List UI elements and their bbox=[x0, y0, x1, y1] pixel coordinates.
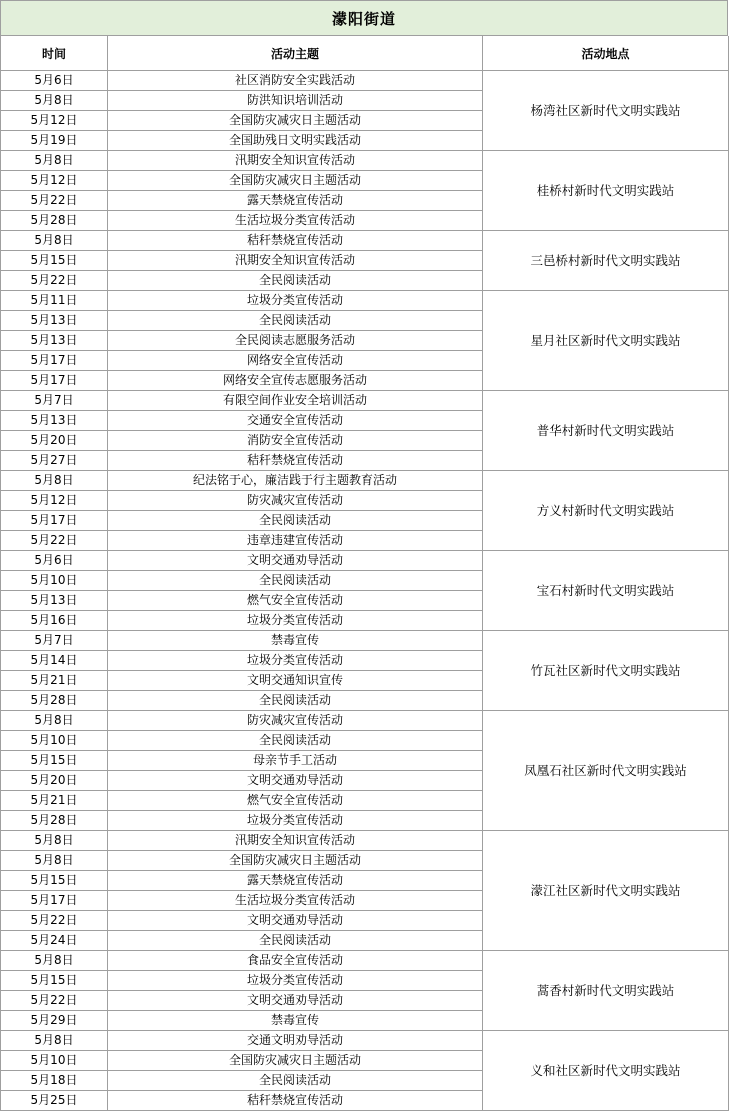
date-cell: 5月10日 bbox=[1, 1051, 108, 1071]
date-cell: 5月8日 bbox=[1, 151, 108, 171]
header-topic: 活动主题 bbox=[108, 36, 483, 71]
table-row bbox=[1, 151, 729, 171]
table-row bbox=[1, 391, 729, 411]
topic-cell: 文明交通劝导活动 bbox=[108, 771, 483, 791]
topic-cell: 露天禁烧宣传活动 bbox=[108, 871, 483, 891]
date-cell: 5月10日 bbox=[1, 571, 108, 591]
topic-cell: 全民阅读活动 bbox=[108, 571, 483, 591]
topic-cell: 防洪知识培训活动 bbox=[108, 91, 483, 111]
topic-cell: 文明交通知识宣传 bbox=[108, 671, 483, 691]
date-cell: 5月27日 bbox=[1, 451, 108, 471]
table-row bbox=[1, 951, 729, 971]
location-cell: 方义村新时代文明实践站 bbox=[483, 471, 729, 551]
topic-cell: 禁毒宣传 bbox=[108, 1011, 483, 1031]
topic-cell: 汛期安全知识宣传活动 bbox=[108, 151, 483, 171]
date-cell: 5月15日 bbox=[1, 251, 108, 271]
table-row bbox=[1, 71, 729, 91]
date-cell: 5月7日 bbox=[1, 631, 108, 651]
table-row bbox=[1, 831, 729, 851]
date-cell: 5月22日 bbox=[1, 911, 108, 931]
location-cell: 宝石村新时代文明实践站 bbox=[483, 551, 729, 631]
date-cell: 5月24日 bbox=[1, 931, 108, 951]
date-cell: 5月7日 bbox=[1, 391, 108, 411]
date-cell: 5月15日 bbox=[1, 751, 108, 771]
sheet-title: 濛阳街道 bbox=[0, 0, 728, 36]
topic-cell: 燃气安全宣传活动 bbox=[108, 791, 483, 811]
topic-cell: 全国助残日文明实践活动 bbox=[108, 131, 483, 151]
date-cell: 5月20日 bbox=[1, 771, 108, 791]
date-cell: 5月22日 bbox=[1, 271, 108, 291]
topic-cell: 防灾减灾宣传活动 bbox=[108, 491, 483, 511]
date-cell: 5月28日 bbox=[1, 691, 108, 711]
topic-cell: 社区消防安全实践活动 bbox=[108, 71, 483, 91]
location-cell: 濛江社区新时代文明实践站 bbox=[483, 831, 729, 951]
topic-cell: 汛期安全知识宣传活动 bbox=[108, 251, 483, 271]
date-cell: 5月20日 bbox=[1, 431, 108, 451]
topic-cell: 全民阅读志愿服务活动 bbox=[108, 331, 483, 351]
topic-cell: 文明交通劝导活动 bbox=[108, 991, 483, 1011]
date-cell: 5月13日 bbox=[1, 591, 108, 611]
topic-cell: 生活垃圾分类宣传活动 bbox=[108, 211, 483, 231]
date-cell: 5月29日 bbox=[1, 1011, 108, 1031]
table-row bbox=[1, 1031, 729, 1051]
topic-cell: 垃圾分类宣传活动 bbox=[108, 971, 483, 991]
date-cell: 5月8日 bbox=[1, 951, 108, 971]
header-row bbox=[1, 36, 729, 71]
topic-cell: 网络安全宣传志愿服务活动 bbox=[108, 371, 483, 391]
topic-cell: 网络安全宣传活动 bbox=[108, 351, 483, 371]
date-cell: 5月17日 bbox=[1, 511, 108, 531]
date-cell: 5月17日 bbox=[1, 351, 108, 371]
topic-cell: 汛期安全知识宣传活动 bbox=[108, 831, 483, 851]
date-cell: 5月13日 bbox=[1, 331, 108, 351]
location-cell: 义和社区新时代文明实践站 bbox=[483, 1031, 729, 1111]
location-cell: 星月社区新时代文明实践站 bbox=[483, 291, 729, 391]
date-cell: 5月12日 bbox=[1, 491, 108, 511]
table-body bbox=[1, 71, 729, 1111]
topic-cell: 全民阅读活动 bbox=[108, 731, 483, 751]
date-cell: 5月22日 bbox=[1, 531, 108, 551]
topic-cell: 全民阅读活动 bbox=[108, 1071, 483, 1091]
location-cell: 杨湾社区新时代文明实践站 bbox=[483, 71, 729, 151]
date-cell: 5月13日 bbox=[1, 311, 108, 331]
date-cell: 5月6日 bbox=[1, 551, 108, 571]
topic-cell: 生活垃圾分类宣传活动 bbox=[108, 891, 483, 911]
topic-cell: 秸秆禁烧宣传活动 bbox=[108, 451, 483, 471]
date-cell: 5月17日 bbox=[1, 891, 108, 911]
topic-cell: 防灾减灾宣传活动 bbox=[108, 711, 483, 731]
date-cell: 5月19日 bbox=[1, 131, 108, 151]
date-cell: 5月8日 bbox=[1, 831, 108, 851]
date-cell: 5月25日 bbox=[1, 1091, 108, 1111]
date-cell: 5月15日 bbox=[1, 871, 108, 891]
topic-cell: 文明交通劝导活动 bbox=[108, 551, 483, 571]
header-date: 时间 bbox=[1, 36, 108, 71]
date-cell: 5月22日 bbox=[1, 991, 108, 1011]
table-row bbox=[1, 471, 729, 491]
location-cell: 三邑桥村新时代文明实践站 bbox=[483, 231, 729, 291]
table-row bbox=[1, 551, 729, 571]
topic-cell: 纪法铭于心，廉洁践于行主题教育活动 bbox=[108, 471, 483, 491]
table-row bbox=[1, 631, 729, 651]
date-cell: 5月15日 bbox=[1, 971, 108, 991]
topic-cell: 全国防灾减灾日主题活动 bbox=[108, 111, 483, 131]
topic-cell: 全国防灾减灾日主题活动 bbox=[108, 171, 483, 191]
location-cell: 桂桥村新时代文明实践站 bbox=[483, 151, 729, 231]
topic-cell: 文明交通劝导活动 bbox=[108, 911, 483, 931]
table-row bbox=[1, 291, 729, 311]
date-cell: 5月8日 bbox=[1, 471, 108, 491]
topic-cell: 燃气安全宣传活动 bbox=[108, 591, 483, 611]
location-cell: 竹瓦社区新时代文明实践站 bbox=[483, 631, 729, 711]
topic-cell: 全国防灾减灾日主题活动 bbox=[108, 1051, 483, 1071]
date-cell: 5月28日 bbox=[1, 811, 108, 831]
topic-cell: 全民阅读活动 bbox=[108, 311, 483, 331]
date-cell: 5月8日 bbox=[1, 1031, 108, 1051]
topic-cell: 垃圾分类宣传活动 bbox=[108, 811, 483, 831]
topic-cell: 垃圾分类宣传活动 bbox=[108, 651, 483, 671]
date-cell: 5月8日 bbox=[1, 231, 108, 251]
header-location: 活动地点 bbox=[483, 36, 729, 71]
location-cell: 蒿香村新时代文明实践站 bbox=[483, 951, 729, 1031]
topic-cell: 秸秆禁烧宣传活动 bbox=[108, 1091, 483, 1111]
table-row bbox=[1, 711, 729, 731]
topic-cell: 露天禁烧宣传活动 bbox=[108, 191, 483, 211]
date-cell: 5月8日 bbox=[1, 851, 108, 871]
topic-cell: 禁毒宣传 bbox=[108, 631, 483, 651]
topic-cell: 消防安全宣传活动 bbox=[108, 431, 483, 451]
location-cell: 普华村新时代文明实践站 bbox=[483, 391, 729, 471]
date-cell: 5月18日 bbox=[1, 1071, 108, 1091]
topic-cell: 食品安全宣传活动 bbox=[108, 951, 483, 971]
topic-cell: 全民阅读活动 bbox=[108, 511, 483, 531]
table-row bbox=[1, 231, 729, 251]
date-cell: 5月8日 bbox=[1, 91, 108, 111]
date-cell: 5月14日 bbox=[1, 651, 108, 671]
activity-table bbox=[0, 36, 729, 1111]
topic-cell: 交通安全宣传活动 bbox=[108, 411, 483, 431]
topic-cell: 全民阅读活动 bbox=[108, 931, 483, 951]
date-cell: 5月10日 bbox=[1, 731, 108, 751]
topic-cell: 全民阅读活动 bbox=[108, 271, 483, 291]
date-cell: 5月6日 bbox=[1, 71, 108, 91]
date-cell: 5月8日 bbox=[1, 711, 108, 731]
topic-cell: 全国防灾减灾日主题活动 bbox=[108, 851, 483, 871]
date-cell: 5月12日 bbox=[1, 171, 108, 191]
topic-cell: 垃圾分类宣传活动 bbox=[108, 291, 483, 311]
topic-cell: 有限空间作业安全培训活动 bbox=[108, 391, 483, 411]
date-cell: 5月12日 bbox=[1, 111, 108, 131]
topic-cell: 垃圾分类宣传活动 bbox=[108, 611, 483, 631]
date-cell: 5月21日 bbox=[1, 791, 108, 811]
date-cell: 5月28日 bbox=[1, 211, 108, 231]
topic-cell: 全民阅读活动 bbox=[108, 691, 483, 711]
topic-cell: 交通文明劝导活动 bbox=[108, 1031, 483, 1051]
topic-cell: 违章违建宣传活动 bbox=[108, 531, 483, 551]
topic-cell: 母亲节手工活动 bbox=[108, 751, 483, 771]
topic-cell: 秸秆禁烧宣传活动 bbox=[108, 231, 483, 251]
date-cell: 5月11日 bbox=[1, 291, 108, 311]
date-cell: 5月16日 bbox=[1, 611, 108, 631]
location-cell: 凤凰石社区新时代文明实践站 bbox=[483, 711, 729, 831]
date-cell: 5月17日 bbox=[1, 371, 108, 391]
date-cell: 5月21日 bbox=[1, 671, 108, 691]
date-cell: 5月22日 bbox=[1, 191, 108, 211]
date-cell: 5月13日 bbox=[1, 411, 108, 431]
